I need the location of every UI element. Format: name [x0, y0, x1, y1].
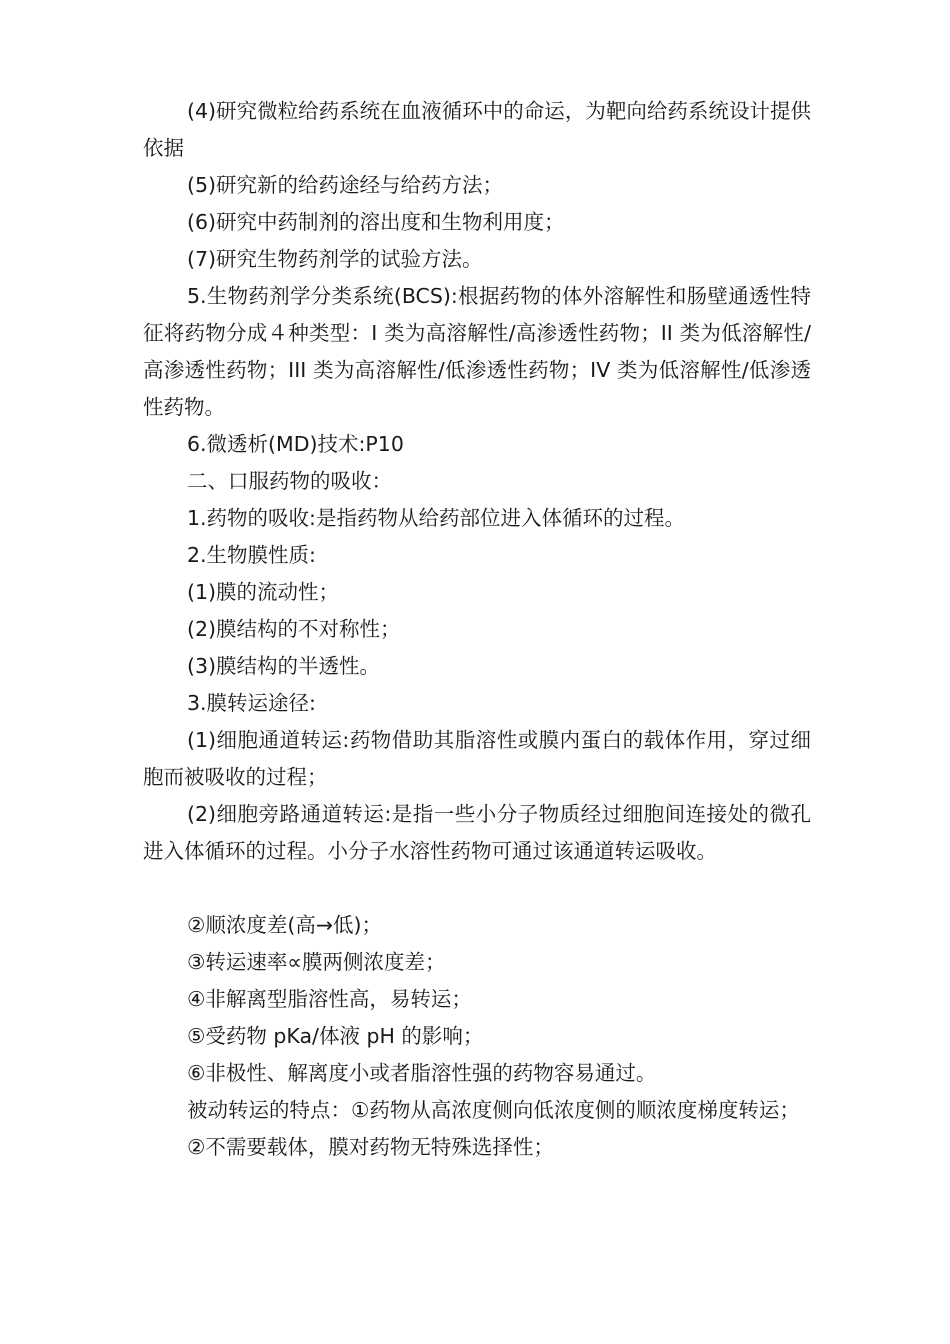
paragraph: 6.微透析(MD)技术:P10 [187, 432, 404, 456]
paragraph: 2.生物膜性质: [187, 543, 316, 567]
section-heading: 二、口服药物的吸收： [187, 469, 392, 493]
paragraph: 3.膜转运途径: [187, 691, 316, 715]
paragraph: 1.药物的吸收:是指药物从给药部位进入体循环的过程。 [187, 506, 685, 530]
paragraph: (7)研究生物药剂学的试验方法。 [187, 247, 483, 271]
paragraph: (3)膜结构的半透性。 [187, 654, 381, 678]
paragraph: (4)研究微粒给药系统在血液循环中的命运，为靶向给药系统设计提供依据 [143, 99, 811, 160]
paragraph: (5)研究新的给药途经与给药方法； [187, 173, 504, 197]
paragraph: ②不需要载体，膜对药物无特殊选择性； [187, 1135, 554, 1159]
blank-line [143, 870, 811, 907]
paragraph: (2)膜结构的不对称性； [187, 617, 401, 641]
paragraph: ②顺浓度差(高→低)； [187, 913, 383, 937]
paragraph: 5.生物药剂学分类系统(BCS):根据药物的体外溶解性和肠壁通透性特征将药物分成４种类型：I 类为高溶解性/高渗透性药物；II 类为低溶解性/高渗透性药物；III 类为高溶解性/低渗透性药物；IV 类为低溶解性/低渗透性药物。 [143, 284, 811, 419]
paragraph: (6)研究中药制剂的溶出度和生物利用度； [187, 210, 565, 234]
paragraph: ⑤受药物 pKa/体液 pH 的影响； [187, 1024, 484, 1048]
paragraph: ⑥非极性、解离度小或者脂溶性强的药物容易通过。 [187, 1061, 657, 1085]
document-body [143, 93, 811, 1166]
paragraph: ④非解离型脂溶性高，易转运； [187, 987, 472, 1011]
paragraph: (1)膜的流动性； [187, 580, 340, 604]
paragraph: 被动转运的特点：①药物从高浓度侧向低浓度侧的顺浓度梯度转运； [187, 1098, 800, 1122]
paragraph: (1)细胞通道转运:药物借助其脂溶性或膜内蛋白的载体作用，穿过细胞而被吸收的过程； [143, 728, 811, 789]
paragraph: (2)细胞旁路通道转运:是指一些小分子物质经过细胞间连接处的微孔进入体循环的过程。小分子水溶性药物可通过该通道转运吸收。 [143, 802, 811, 863]
paragraph: ③转运速率∝膜两侧浓度差； [187, 950, 446, 974]
